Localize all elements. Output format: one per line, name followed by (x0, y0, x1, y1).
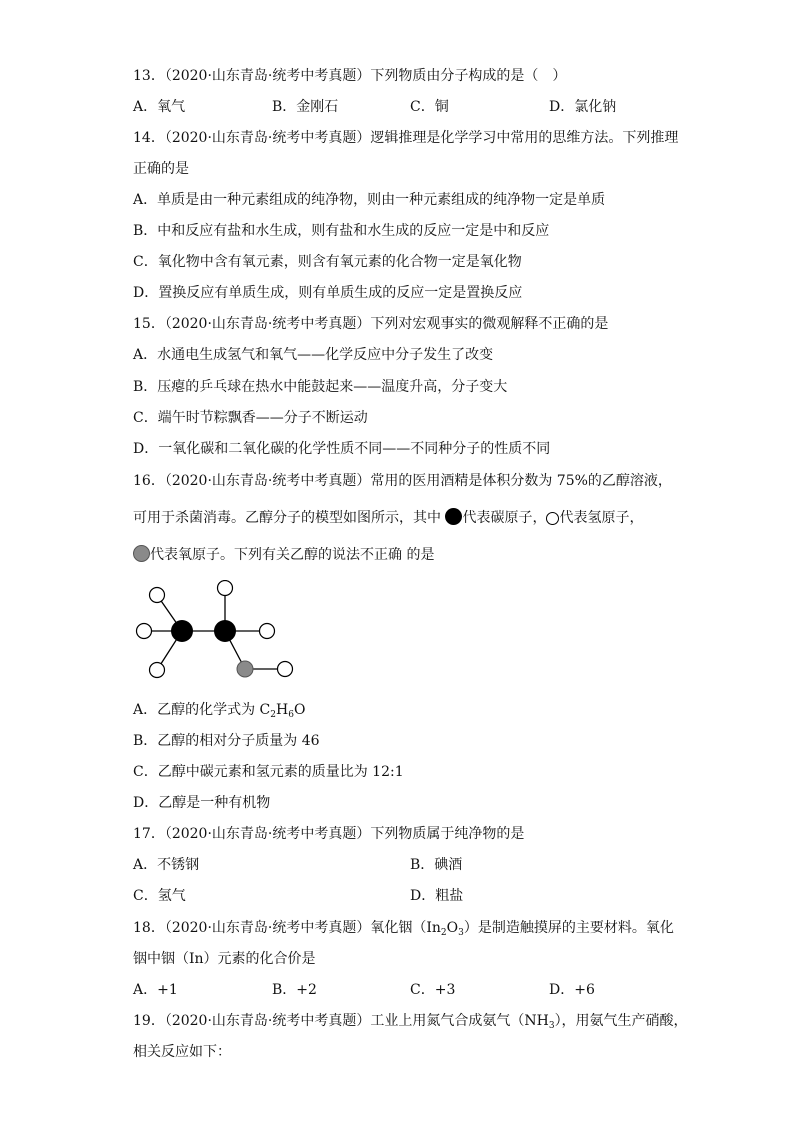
option-a: A．不锈钢 (133, 857, 200, 873)
option-b: B．+2 (272, 982, 317, 998)
option-c: C．铜 (410, 99, 449, 115)
option-a: A．单质是由一种元素组成的纯净物，则由一种元素组成的纯净物一定是单质 (133, 192, 606, 208)
option-c: C．氢气 (133, 888, 186, 904)
option-c: C．乙醇中碳元素和氢元素的质量比为 12:1 (133, 764, 404, 780)
option-d: D．氯化钠 (549, 99, 617, 115)
option-b: B．压瘪的乒乓球在热水中能鼓起来——温度升高，分子变大 (133, 379, 508, 395)
carbon-atom-icon (445, 508, 462, 525)
option-b: B．中和反应有盐和水生成，则有盐和水生成的反应一定是中和反应 (133, 223, 550, 239)
hydrogen-atom (260, 624, 275, 639)
hydrogen-atom-icon (546, 512, 559, 525)
hydrogen-atom (150, 663, 165, 678)
option-b: B．碘酒 (410, 857, 463, 873)
hydrogen-atom (137, 624, 152, 639)
question-16-stem-cont-2: 代表氧原子。下列有关乙醇的说法不正确 的是 (133, 545, 434, 565)
option-d: D．乙醇是一种有机物 (133, 795, 271, 811)
option-a: A．水通电生成氢气和氧气——化学反应中分子发生了改变 (133, 347, 494, 363)
question-source: （2020·山东青岛·统考中考真题） (164, 1013, 371, 1029)
option-d: D．粗盐 (410, 888, 464, 904)
option-d: D．一氧化碳和二氧化碳的化学性质不同——不同种分子的性质不同 (133, 441, 551, 457)
question-16-stem-cont: 可用于杀菌消毒。乙醇分子的模型如图所示，其中 代表碳原子， 代表氢原子， (133, 510, 644, 526)
question-19-stem-cont: 相关反应如下： (133, 1044, 231, 1060)
carbon-atom (171, 620, 193, 642)
oxygen-atom-icon (133, 545, 150, 562)
question-18-stem: 18．（2020·山东青岛·统考中考真题）氧化铟$(In_2O_3)$是制造触摸屏的主要材料。氧化 (133, 920, 674, 938)
option-c: C．端午时节粽飘香——分子不断运动 (133, 410, 368, 426)
question-source: （2020·山东青岛·统考中考真题） (164, 826, 371, 842)
question-16-stem: 16．（2020·山东青岛·统考中考真题）常用的医用酒精是体积分数为 75%的乙醇溶液， (133, 473, 672, 489)
ethanol-molecule-model (130, 580, 300, 690)
question-19-stem: 19．（2020·山东青岛·统考中考真题）工业上用氮气合成氨气$(NH_3)$，用氨气生产硝酸， (133, 1013, 688, 1031)
option-d: D．+6 (549, 982, 595, 998)
question-source: （2020·山东青岛·统考中考真题） (164, 473, 371, 489)
question-source: （2020·山东青岛·统考中考真题） (164, 920, 371, 936)
option-d: D．置换反应有单质生成，则有单质生成的反应一定是置换反应 (133, 285, 523, 301)
option-c: C．+3 (410, 982, 456, 998)
option-a: A．乙醇的化学式为 $C_2H_6O$ (133, 702, 306, 720)
question-14-stem-cont: 正确的是 (133, 161, 189, 177)
question-15-stem: 15．（2020·山东青岛·统考中考真题）下列对宏观事实的微观解释不正确的是 (133, 316, 609, 332)
carbon-atom (214, 620, 236, 642)
option-a: A．+1 (133, 982, 178, 998)
option-c: C．氧化物中含有氧元素，则含有氧元素的化合物一定是氧化物 (133, 254, 522, 270)
question-17-stem: 17．（2020·山东青岛·统考中考真题）下列物质属于纯净物的是 (133, 826, 525, 842)
option-b: B．金刚石 (272, 99, 339, 115)
hydrogen-atom (218, 581, 233, 596)
question-13-stem: 13．（2020·山东青岛·统考中考真题）下列物质由分子构成的是（ ） (133, 68, 567, 84)
question-18-stem-cont: 铟中铟（In）元素的化合价是 (133, 951, 316, 967)
question-source: （2020·山东青岛·统考中考真题） (164, 130, 371, 146)
oxygen-atom (237, 661, 253, 677)
question-source: （2020·山东青岛·统考中考真题） (164, 316, 371, 332)
option-a: A．氧气 (133, 99, 186, 115)
question-14-stem: 14．（2020·山东青岛·统考中考真题）逻辑推理是化学学习中常用的思维方法。下列推理 (133, 130, 679, 146)
hydrogen-atom (150, 588, 165, 603)
question-source: （2020·山东青岛·统考中考真题） (164, 68, 371, 84)
hydrogen-atom (278, 662, 293, 677)
option-b: B．乙醇的相对分子质量为 46 (133, 733, 320, 749)
